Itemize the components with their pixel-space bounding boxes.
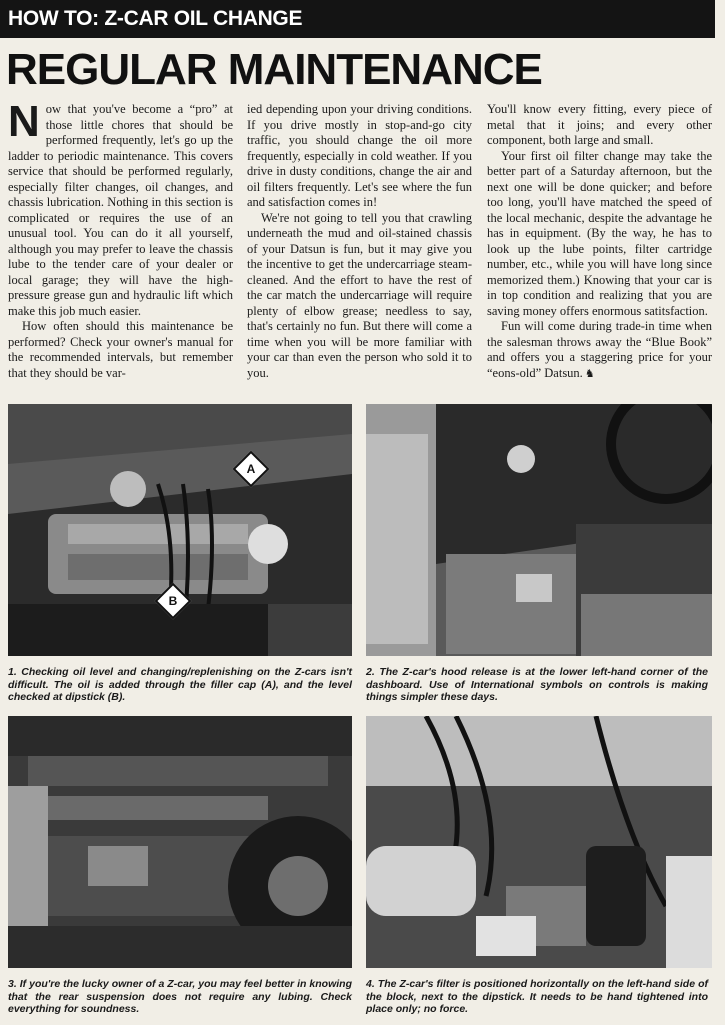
article-column-2 xyxy=(247,102,472,381)
paragraph-text: Fun will come during trade-in time when the salesman throws away the “Blue Book” and offers you a staggering price for your “eons-old” Datsun. xyxy=(487,319,712,380)
article-column-3 xyxy=(487,102,712,382)
paragraph-text: ow that you've become a “pro” at those little chores that should be performed frequently, let's go up the ladder to periodic maintenance. This covers service that should be performed regularly, especially filter changes, oil changes, and chassis lubrication. Nothing in this section is complicated or requires the use of an unusual tool. You can do it all yourself, although you may prefer to leave the chassis lube to the tender care of your dealer or local garage; they will have the high-pressure grease gun and hydraulic lift which make this job much easier. xyxy=(8,102,233,318)
photo-rear-suspension xyxy=(8,716,352,968)
header-bar xyxy=(0,0,715,38)
end-mark-icon: ♞ xyxy=(584,367,595,380)
header-title: HOW TO: Z-CAR OIL CHANGE xyxy=(8,7,303,30)
paragraph: We're not going to tell you that crawling underneath the mud and oil-stained chassis of your Datsun is fun, but it may give you the incentive to get the undercarriage steam-cleaned. And the effort to have the rest of the car match the undercarriage will require plenty of elbow grease; needless to say, that's certainly no fun. But there will come a time when you will be more familiar with your car than even the person who sold it to you. xyxy=(247,210,472,380)
paragraph: You'll know every fitting, every piece of metal that it joins; and every other component, both large and small. xyxy=(487,102,712,147)
drop-cap: N xyxy=(8,97,40,146)
caption-4: 4. The Z-car's filter is positioned horizontally on the left-hand side of the block, next to the dipstick. It needs to be hand tightened into place only; no force. xyxy=(366,978,708,1015)
caption-2: 2. The Z-car's hood release is at the lower left-hand corner of the dashboard. Use of International symbols on controls is making things simpler these days. xyxy=(366,666,708,703)
paragraph: How often should this maintenance be performed? Check your owner's manual for the recommended intervals, but remember that they should be var- xyxy=(8,319,233,380)
photo-dashboard xyxy=(366,404,712,656)
paragraph xyxy=(487,319,712,382)
caption-3: 3. If you're the lucky owner of a Z-car, you may feel better in knowing that the rear suspension does not require any lubing. Check everything for soundness. xyxy=(8,978,352,1015)
photo-oil-filter xyxy=(366,716,712,968)
caption-1: 1. Checking oil level and changing/replenishing on the Z-cars isn't difficult. The oil is added through the filler cap (A), and the level checked at dipstick (B). xyxy=(8,666,352,703)
page-title: REGULAR MAINTENANCE xyxy=(6,45,542,94)
paragraph xyxy=(8,97,233,319)
paragraph: ied depending upon your driving conditions. If you drive mostly in stop-and-go city traffic, you should change the oil more frequently, especially in cold weather. If you drive in dusty conditions, change the air and oil filters frequently. Let's see where the fun and satisfaction comes in! xyxy=(247,102,472,209)
paragraph: Your first oil filter change may take the better part of a Saturday afternoon, but the next one will be done quicker; and before too long, you'll have matched the speed of the local mechanic, despite the advantage he has in equipment. (By the way, he has to look up the lube points, filter cartridge number, etc., while you will have long since memorized them.) Knowing that your car is in top condition and realizing that you are saving money offers enormous satitsfaction. xyxy=(487,148,712,318)
callout-a-label: A xyxy=(246,462,256,476)
callout-b-label: B xyxy=(168,594,178,608)
article-column-1 xyxy=(8,97,233,381)
photo-engine-bay xyxy=(8,404,352,656)
